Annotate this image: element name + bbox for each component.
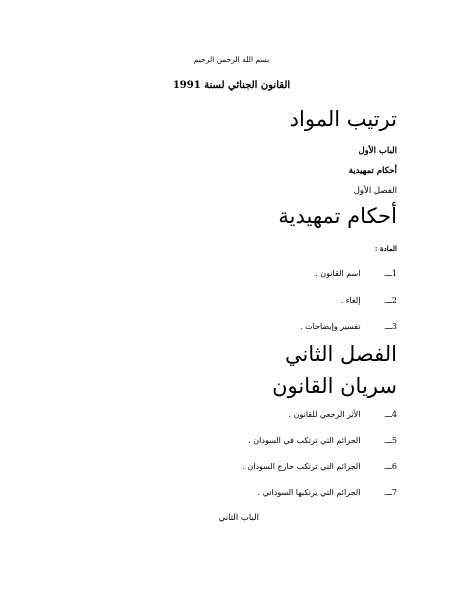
chapter-two-title: الفصل الثاني	[285, 342, 397, 366]
list-item	[300, 323, 397, 332]
item-number: 3ـــ	[384, 322, 397, 331]
list-item	[242, 463, 397, 472]
list-item	[341, 297, 397, 306]
item-number: 4ـــ	[384, 410, 397, 419]
item-number: 2ـــ	[384, 296, 397, 305]
item-text: إلغاء .	[340, 296, 361, 305]
list-item	[258, 489, 397, 498]
article-label: المادة :	[374, 244, 397, 253]
chapter-two-heading: سريان القانون	[272, 374, 397, 398]
list-item	[289, 411, 398, 420]
bismillah: بسم الله الرحمن الرحيم	[193, 55, 270, 64]
list-item	[248, 437, 397, 446]
item-text: الجرائم التي ترتكب خارج السودان .	[242, 462, 361, 471]
item-number: 7ـــ	[384, 488, 397, 497]
chapter-one-heading: أحكام تمهيدية	[278, 204, 397, 228]
contents-heading: ترتيب المواد	[289, 107, 397, 131]
chapter-one-title: الفصل الأول	[353, 186, 397, 196]
part-two-title: الباب الثاني	[218, 513, 259, 523]
item-number: 1ـــ	[384, 269, 397, 278]
item-number: 6ـــ	[384, 462, 397, 471]
item-text: الجرائم التي يرتكبها السوداني .	[257, 488, 361, 497]
item-number: 5ـــ	[384, 436, 397, 445]
item-text: الأثر الرجعي للقانون .	[288, 410, 361, 419]
part-one-subtitle: أحكام تمهيدية	[348, 166, 397, 176]
item-text: تفسير وإيضاحات .	[299, 322, 361, 331]
item-text: الجرائم التي ترتكب في السودان .	[248, 436, 361, 445]
list-item	[315, 270, 397, 279]
law-title: القانون الجنائي لسنة 1991	[172, 80, 291, 91]
item-text: اسم القانون .	[315, 269, 361, 278]
part-one-title: الباب الأول	[358, 146, 397, 156]
